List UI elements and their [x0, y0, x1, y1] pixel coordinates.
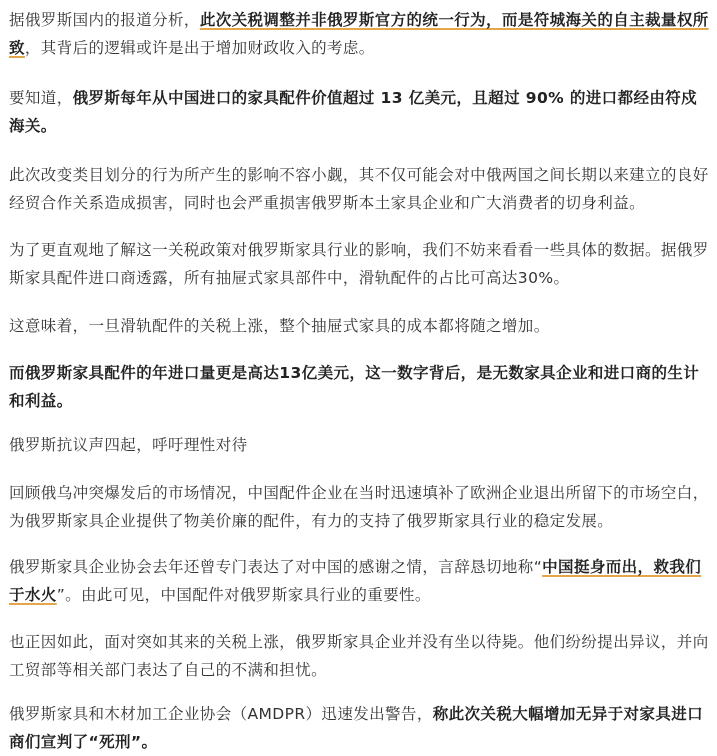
paragraph-2-text: 要知道， [9, 89, 73, 107]
paragraph-2-highlight: 俄罗斯每年从中国进口的家具配件价值超过 13 亿美元，且超过 90% 的进口都经由符戍海关。 [9, 89, 698, 135]
paragraph-9 [9, 553, 711, 609]
paragraph-10-text: 也正因如此，面对突如其来的关税上涨，俄罗斯家具企业并没有坐以待毙。他们纷纷提出异议，并向工贸部等相关部门表达了自己的不满和担忧。 [9, 633, 709, 679]
paragraph-8 [9, 479, 711, 535]
section-heading [9, 431, 711, 459]
paragraph-11-highlight: 称此次关税大幅增加无异于对家具进口商们宣判了“死刑”。 [9, 705, 704, 751]
paragraph-1-highlight: 此次关税调整并非俄罗斯官方的统一行为，而是符城海关的自主裁量权所致 [9, 11, 709, 57]
paragraph-3-text: 此次改变类目划分的行为所产生的影响不容小觑，其不仅可能会对中俄两国之间长期以来建立的良好经贸合作关系造成损害，同时也会严重损害俄罗斯本土家具企业和广大消费者的切身利益。 [9, 166, 709, 212]
paragraph-5-text: 这意味着，一旦滑轨配件的关税上涨，整个抽屉式家具的成本都将随之增加。 [9, 317, 550, 335]
paragraph-10 [9, 628, 711, 684]
paragraph-1-tail: ，其背后的逻辑或许是出于增加财政收入的考虑。 [24, 39, 375, 57]
paragraph-9-text: 俄罗斯家具企业协会去年还曾专门表达了对中国的感谢之情，言辞恳切地称“ [9, 558, 543, 576]
paragraph-8-text: 回顾俄乌冲突爆发后的市场情况，中国配件企业在当时迅速填补了欧洲企业退出所留下的市场空白，为俄罗斯家具企业提供了物美价廉的配件，有力的支持了俄罗斯家具行业的稳定发展。 [9, 484, 709, 530]
paragraph-4 [9, 236, 711, 292]
section-heading-text: 俄罗斯抗议声四起，呼吁理性对待 [9, 436, 248, 454]
paragraph-3 [9, 161, 711, 217]
paragraph-6-highlight: 而俄罗斯家具配件的年进口量更是高达13亿美元，这一数字背后，是无数家具企业和进口商的生计和利益。 [9, 364, 700, 410]
paragraph-9-quote: 中国挺身而出，救我们于水火 [9, 558, 702, 604]
paragraph-6 [9, 359, 711, 415]
paragraph-1-text: 据俄罗斯国内的报道分析， [9, 11, 200, 29]
paragraph-11 [9, 700, 711, 756]
paragraph-2 [9, 84, 711, 140]
paragraph-4-text: 为了更直观地了解这一关税政策对俄罗斯家具行业的影响，我们不妨来看看一些具体的数据。据俄罗斯家具配件进口商透露，所有抽屉式家具部件中，滑轨配件的占比可高达30%。 [9, 241, 709, 287]
paragraph-5 [9, 312, 711, 340]
paragraph-9-tail: ”。由此可见，中国配件对俄罗斯家具行业的重要性。 [56, 586, 431, 604]
paragraph-11-text: 俄罗斯家具和木材加工企业协会（AMDPR）迅速发出警告， [9, 705, 433, 723]
paragraph-1 [9, 6, 711, 62]
